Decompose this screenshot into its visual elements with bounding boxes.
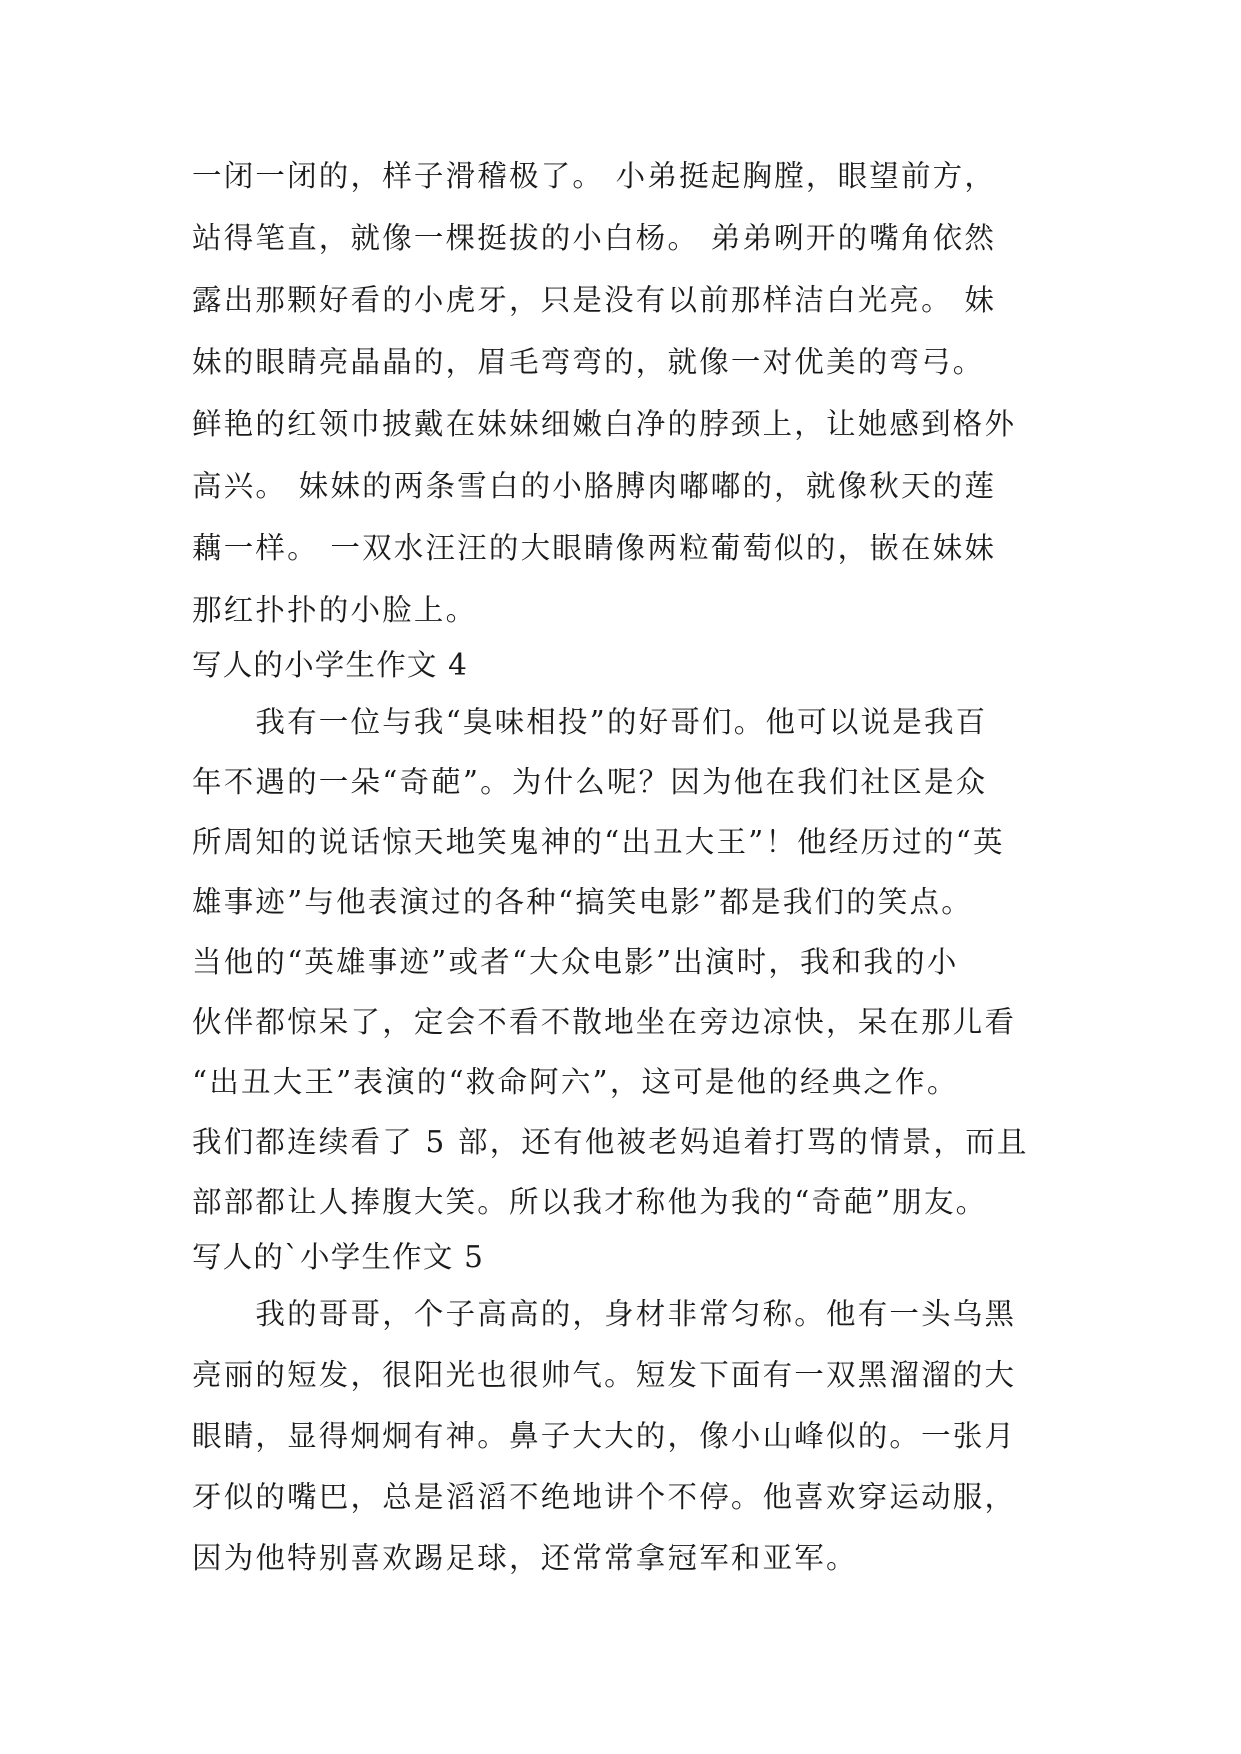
section-heading: 写人的`小学生作文 5 — [192, 1240, 485, 1274]
section-heading: 写人的小学生作文 4 — [192, 648, 469, 682]
paragraph-line: 高兴。 妹妹的两条雪白的小胳膊肉嘟嘟的，就像秋天的莲 — [192, 469, 997, 503]
paragraph-line: 当他的“英雄事迹”或者“大众电影”出演时，我和我的小 — [192, 945, 959, 979]
paragraph-line: 一闭一闭的，样子滑稽极了。 小弟挺起胸膛，眼望前方， — [192, 159, 997, 193]
paragraph-line: 雄事迹”与他表演过的各种“搞笑电影”都是我们的笑点。 — [192, 885, 973, 919]
paragraph-line: 我们都连续看了 5 部，还有他被老妈追着打骂的情景，而且 — [192, 1125, 1029, 1159]
paragraph-line: 藕一样。 一双水汪汪的大眼睛像两粒葡萄似的，嵌在妹妹 — [192, 531, 997, 565]
paragraph-line: 我的哥哥，个子高高的，身材非常匀称。他有一头乌黑 — [192, 1297, 1017, 1331]
paragraph-line: 那红扑扑的小脸上。 — [192, 593, 478, 627]
paragraph-line: 眼睛，显得炯炯有神。鼻子大大的，像小山峰似的。一张月 — [192, 1419, 1017, 1453]
paragraph-line: 伙伴都惊呆了，定会不看不散地坐在旁边凉快，呆在那儿看 — [192, 1005, 1017, 1039]
paragraph-line: 露出那颗好看的小虎牙，只是没有以前那样洁白光亮。 妹 — [192, 283, 997, 317]
paragraph-line: 牙似的嘴巴，总是滔滔不绝地讲个不停。他喜欢穿运动服， — [192, 1480, 1017, 1514]
paragraph-line: 站得笔直，就像一棵挺拔的小白杨。 弟弟咧开的嘴角依然 — [192, 221, 997, 255]
paragraph-line: 妹的眼睛亮晶晶的，眉毛弯弯的，就像一对优美的弯弓。 — [192, 345, 985, 379]
paragraph-line: 部部都让人捧腹大笑。所以我才称他为我的“奇葩”朋友。 — [192, 1185, 988, 1219]
paragraph-line: “出丑大王”表演的“救命阿六”，这可是他的经典之作。 — [192, 1065, 959, 1099]
paragraph-line: 年不遇的一朵“奇葩”。为什么呢？因为他在我们社区是众 — [192, 765, 988, 799]
paragraph-line: 亮丽的短发，很阳光也很帅气。短发下面有一双黑溜溜的大 — [192, 1358, 1017, 1392]
paragraph-line: 鲜艳的红领巾披戴在妹妹细嫩白净的脖颈上，让她感到格外 — [192, 407, 1017, 441]
paragraph-line: 因为他特别喜欢踢足球，还常常拿冠军和亚军。 — [192, 1541, 858, 1575]
paragraph-line: 我有一位与我“臭味相投”的好哥们。他可以说是我百 — [192, 705, 988, 739]
paragraph-line: 所周知的说话惊天地笑鬼神的“出丑大王”！他经历过的“英 — [192, 825, 1005, 859]
